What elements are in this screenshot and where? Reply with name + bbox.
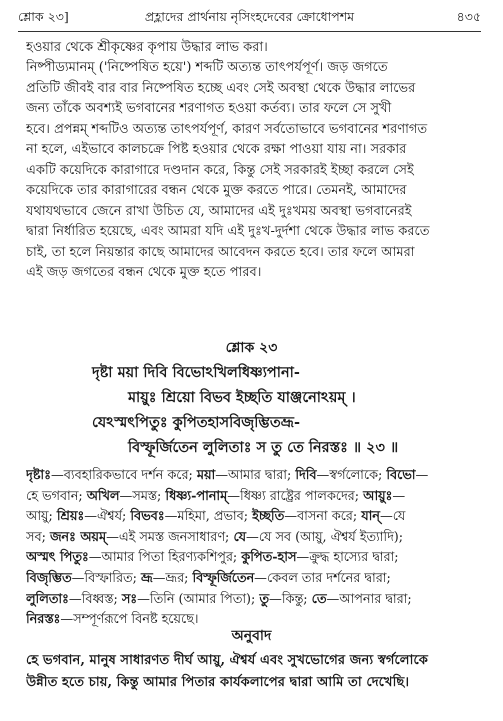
term-meaning: —ক্রুদ্ধ হাস্যের দ্বারা; [296, 550, 399, 566]
purport-line: প্রতিটি জীবই বার বার নিষ্পেষিত হচ্ছে এবং সেই অবস্থা থেকে উদ্ধার লাভের [26, 80, 416, 96]
page-number: ৪৩৫ [456, 9, 481, 24]
purport-paragraph [26, 58, 478, 284]
running-title: প্রহ্লাদের প্রার্থনায় নৃসিংহদেবের ক্রোধোপশম [144, 9, 355, 24]
verse-line: দৃষ্টা ময়া দিবি বিভোঽখিলধিষ্ণ্যপানা- [92, 364, 300, 381]
header-rule [18, 31, 481, 32]
purport-line: জন্য তাঁকে অবশ্যই ভগবানের শরণাগত হওয়া কর্তব্য। তার ফলে সে সুখী [26, 101, 392, 116]
sanskrit-term: তে [311, 591, 327, 607]
sanskrit-term: অস্মৎ পিতুঃ [26, 550, 89, 566]
sanskrit-term: কুপিত-হাস [241, 550, 297, 566]
sanskrit-term: ধিষ্ণ্য-পানাম্ [165, 488, 228, 504]
sanskrit-term: আয়ুঃ [363, 488, 393, 504]
term-meaning: —আমার দ্বারা; [215, 468, 296, 483]
synonym-line [26, 548, 480, 569]
chapter-verse-ref: শ্লোক ২৩] [18, 9, 69, 24]
term-meaning: —সম্পূর্ণরূপে বিনষ্ট হয়েছে। [60, 612, 199, 628]
synonym-line [26, 507, 480, 528]
purport-line: একটি কয়েদিকে কারাগারে দণ্ডদান করে, কিন্তু সেই সরকারই ইচ্ছা করলে সেই [26, 162, 414, 178]
purport-line: চাই, তা হলে নিয়ন্তার কাছে আমাদের আবেদন করতে হবে। তার ফলে আমরা [26, 244, 415, 260]
page-header [18, 6, 481, 28]
term-meaning: —বিধ্বস্ত; [68, 591, 122, 607]
term-meaning: —ব্যবহারিকভাবে দর্শন করে; [50, 468, 197, 483]
sanskrit-term: বিভবঃ [130, 509, 165, 525]
sanskrit-term: শ্রিয়ঃ [56, 509, 85, 525]
purport-line: নিষ্পীড্যমানম্ ('নিষ্পেষিত হয়ে') শব্দটি অত্যন্ত তাৎপর্যপূর্ণ। জড় জগতে [26, 60, 388, 75]
sanskrit-term: ইচ্ছতি [252, 509, 285, 525]
term-meaning: — [415, 468, 429, 483]
sanskrit-term: নিরস্তঃ [26, 612, 61, 628]
term-meaning: —কেবল তার দর্শনের দ্বারা; [254, 570, 391, 586]
purport-line: না হলে, এইভাবে কালচক্রে পিষ্ট হওয়ার থেকে রক্ষা পাওয়া যায় না। সরকার [26, 142, 407, 157]
sanskrit-term: বিভো [386, 468, 416, 483]
sanskrit-term: ভ্রূ [140, 570, 153, 586]
purport-line: হবে। প্রপন্নম্ শব্দটিও অত্যন্ত তাৎপর্যপূর্ণ, কারণ সর্বতোভাবে ভগবানের শরণাগত [26, 121, 428, 137]
purport-line: দ্বারা নির্ধারিত হয়েছে, এবং আমরা যদি এই দুঃখ-দুর্দশা থেকে উদ্ধার লাভ করতে [26, 224, 430, 239]
sanskrit-term: যান্ [361, 509, 380, 525]
sanskrit-term: বিজৃম্ভিত [26, 570, 72, 586]
synonym-line [26, 487, 480, 508]
sanskrit-term: বিস্ফূর্জিতেন [192, 570, 255, 586]
verse-line: যেঽস্মৎপিতুঃ কুপিতহাসবিজৃম্ভিতভ্রূ- [92, 414, 300, 431]
term-meaning: আয়ু; [26, 509, 57, 525]
purport-line: হওয়ার থেকে শ্রীকৃষ্ণের কৃপায় উদ্ধার লাভ করা। [26, 40, 268, 55]
synonym-line [26, 569, 480, 590]
term-meaning: —ভ্রূর; [152, 570, 193, 586]
sanskrit-term: দৃষ্টাঃ [26, 468, 51, 483]
term-meaning: সব; [26, 529, 50, 545]
purport-paragraph [26, 38, 478, 59]
verse-line: মায়ুঃ শ্রিয়ো বিভব ইচ্ছতি যাঞ্জনোঽয়ম্ । [128, 389, 356, 406]
sanskrit-term: লুলিতাঃ [26, 591, 69, 607]
term-meaning: —বাসনা করে; [284, 509, 362, 525]
term-meaning: —যে [379, 509, 406, 525]
term-meaning: —ধিষ্ণ্য রাষ্ট্রের পালকদের; [227, 488, 364, 504]
sanskrit-term: দিবি [295, 468, 317, 483]
synonym-line [26, 590, 480, 611]
term-meaning: —সমস্ত; [119, 488, 166, 504]
synonym-line [26, 528, 480, 549]
term-meaning: —আপনার দ্বারা; [326, 591, 412, 607]
sanskrit-term: ময়া [196, 468, 216, 483]
translation-title: অনুবাদ [231, 628, 272, 644]
sanskrit-term: যে [233, 529, 247, 545]
term-meaning: —ঐশ্বর্য; [84, 509, 131, 525]
sanskrit-term: অখিল [86, 488, 120, 504]
term-meaning: —মহিমা, প্রভাব; [164, 509, 253, 525]
term-meaning: —কিন্তু; [269, 591, 312, 607]
translation [26, 650, 480, 694]
word-meanings [26, 466, 480, 631]
term-meaning: —যে সব (আয়ু, ঐশ্বর্য ইত্যাদি); [246, 529, 404, 545]
term-meaning: —স্বর্গলোকে; [316, 468, 387, 483]
verse-title: শ্লোক ২৩ [225, 340, 278, 356]
term-meaning: —এই সমস্ত জনসাধারণ; [106, 529, 234, 545]
verse-line: বিস্ফূর্জিতেন লুলিতাঃ স তু তে নিরস্তঃ ॥ ২৩ ॥ [128, 439, 399, 456]
sanskrit-term: জনঃ অয়ম্ [49, 529, 107, 545]
translation-line: হে ভগবান, মানুষ সাধারণত দীর্ঘ আয়ু, ঐশ্বর্য এবং সুখভোগের জন্য স্বর্গলোকে [26, 653, 428, 668]
sanskrit-verse [0, 360, 503, 460]
purport-line: এই জড় জগতের বন্ধন থেকে মুক্ত হতে পারব। [26, 265, 262, 280]
sanskrit-term: সঃ [121, 591, 138, 607]
term-meaning: —বিস্ফারিত; [71, 570, 141, 586]
purport-line: কয়েদিকে তার কারাগারের বন্ধন থেকে মুক্ত করতে পারে। তেমনই, আমাদের [26, 183, 407, 198]
purport-line: যথাযথভাবে জেনে রাখা উচিত যে, আমাদের এই দুঃখময় অবস্থা ভগবানেরই [26, 203, 412, 219]
sanskrit-term: তু [259, 591, 270, 607]
term-meaning: —আমার পিতা হিরণ্যকশিপুর; [88, 550, 242, 566]
term-meaning: —তিনি (আমার পিতা); [137, 591, 260, 607]
synonym-line [26, 466, 480, 487]
term-meaning: হে ভগবান; [26, 488, 87, 504]
translation-line: উন্নীত হতে চায়, কিন্তু আমার পিতার কার্যকলাপের দ্বারা আমি তা দেখেছি। [26, 675, 410, 690]
term-meaning: — [392, 488, 406, 504]
